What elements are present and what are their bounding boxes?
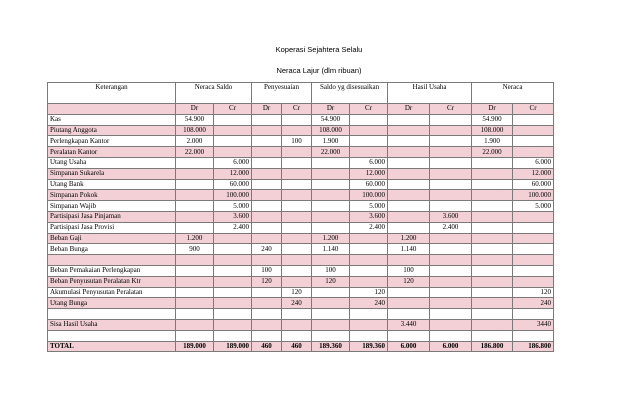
table-cell — [214, 287, 252, 298]
table-cell — [388, 179, 430, 190]
table-cell — [214, 276, 252, 287]
header-dr: Dr — [252, 104, 282, 115]
table-cell: 1.200 — [176, 233, 214, 244]
row-label: Beban Gaji — [48, 233, 176, 244]
table-cell: 3440 — [513, 319, 554, 330]
table-cell — [282, 330, 312, 341]
header-neraca: Neraca — [472, 83, 554, 104]
table-cell: 120 — [350, 287, 388, 298]
header-dr: Dr — [176, 104, 214, 115]
table-cell — [513, 330, 554, 341]
table-cell — [388, 255, 430, 266]
row-label: Piutang Anggota — [48, 125, 176, 136]
row-label: Simpanan Pokok — [48, 190, 176, 201]
table-cell: 240 — [252, 244, 282, 255]
table-cell: 2.400 — [214, 222, 252, 233]
header-row-dr-cr — [48, 104, 554, 115]
table-cell — [350, 330, 388, 341]
table-cell — [282, 233, 312, 244]
table-cell — [312, 190, 350, 201]
header-cr: Cr — [214, 104, 252, 115]
table-cell — [472, 190, 513, 201]
table-cell — [282, 244, 312, 255]
header-blank — [48, 104, 176, 115]
table-cell: 1.200 — [312, 233, 350, 244]
table-cell — [472, 244, 513, 255]
table-cell — [513, 244, 554, 255]
table-row — [48, 147, 554, 158]
table-cell — [430, 287, 472, 298]
table-cell — [472, 309, 513, 320]
table-cell — [312, 298, 350, 309]
table-cell — [388, 309, 430, 320]
table-cell — [388, 201, 430, 212]
table-cell: 186.800 — [472, 341, 513, 352]
table-cell — [388, 157, 430, 168]
table-cell: 12.000 — [350, 168, 388, 179]
table-cell — [282, 222, 312, 233]
table-cell — [176, 157, 214, 168]
table-cell — [214, 265, 252, 276]
table-cell — [176, 319, 214, 330]
table-cell — [350, 319, 388, 330]
table-cell — [430, 157, 472, 168]
table-cell — [388, 287, 430, 298]
table-cell — [214, 319, 252, 330]
table-cell — [282, 201, 312, 212]
table-row — [48, 233, 554, 244]
document-subtitle: Neraca Lajur (dlm ribuan) — [276, 66, 362, 75]
document-title: Koperasi Sejahtera Selalu — [275, 45, 363, 54]
table-cell — [430, 330, 472, 341]
table-row — [48, 168, 554, 179]
table-cell: 120 — [282, 287, 312, 298]
table-cell: 5.000 — [513, 201, 554, 212]
header-dr: Dr — [472, 104, 513, 115]
header-keterangan: Keterangan — [48, 83, 176, 104]
table-cell — [472, 265, 513, 276]
table-cell — [513, 255, 554, 266]
table-cell: 6.000 — [513, 157, 554, 168]
table-cell — [513, 222, 554, 233]
row-label: Kas — [48, 114, 176, 125]
table-cell — [388, 330, 430, 341]
table-cell: 3.440 — [388, 319, 430, 330]
table-cell — [252, 211, 282, 222]
table-cell: 22.000 — [312, 147, 350, 158]
table-cell — [252, 222, 282, 233]
row-label: Utang Usaha — [48, 157, 176, 168]
table-cell — [252, 147, 282, 158]
table-cell — [282, 147, 312, 158]
table-cell — [282, 309, 312, 320]
header-cr: Cr — [430, 104, 472, 115]
table-cell — [430, 125, 472, 136]
row-label: Beban Pemakaian Perlengkapan — [48, 265, 176, 276]
worksheet-body — [48, 114, 554, 352]
table-cell: 1.200 — [388, 233, 430, 244]
table-cell — [513, 276, 554, 287]
table-cell — [282, 276, 312, 287]
table-cell: 1.900 — [312, 136, 350, 147]
table-cell — [430, 309, 472, 320]
table-cell — [430, 319, 472, 330]
row-label: Peralatan Kantor — [48, 147, 176, 158]
table-cell — [472, 319, 513, 330]
table-cell — [176, 201, 214, 212]
row-label: Sisa Hasil Usaha — [48, 319, 176, 330]
table-cell — [252, 309, 282, 320]
table-cell — [282, 211, 312, 222]
table-cell: 189.000 — [176, 341, 214, 352]
table-cell — [252, 330, 282, 341]
table-cell — [430, 168, 472, 179]
table-row — [48, 255, 554, 266]
table-cell — [252, 298, 282, 309]
row-label — [48, 309, 176, 320]
table-cell — [350, 244, 388, 255]
table-cell — [513, 125, 554, 136]
table-row — [48, 265, 554, 276]
table-cell: 22.000 — [472, 147, 513, 158]
table-cell — [513, 265, 554, 276]
table-cell: 6.000 — [214, 157, 252, 168]
table-cell — [176, 330, 214, 341]
table-cell — [472, 298, 513, 309]
table-cell — [430, 255, 472, 266]
table-cell — [430, 244, 472, 255]
table-cell — [282, 190, 312, 201]
table-cell — [214, 330, 252, 341]
table-cell — [513, 309, 554, 320]
table-cell — [472, 330, 513, 341]
table-cell — [513, 136, 554, 147]
table-cell — [388, 136, 430, 147]
table-cell — [312, 222, 350, 233]
table-cell — [312, 255, 350, 266]
table-cell — [472, 157, 513, 168]
table-row — [48, 341, 554, 352]
row-label: Beban Penyusutan Peralatan Ktr — [48, 276, 176, 287]
row-label: Utang Bank — [48, 179, 176, 190]
table-cell — [282, 179, 312, 190]
table-cell — [176, 255, 214, 266]
table-cell — [350, 114, 388, 125]
header-cr: Cr — [282, 104, 312, 115]
table-cell — [430, 114, 472, 125]
table-cell — [282, 114, 312, 125]
table-cell — [252, 179, 282, 190]
table-cell: 1.140 — [388, 244, 430, 255]
table-cell — [176, 190, 214, 201]
table-cell — [214, 309, 252, 320]
table-cell: 100 — [282, 136, 312, 147]
table-cell — [312, 201, 350, 212]
table-cell — [472, 276, 513, 287]
table-cell — [472, 287, 513, 298]
table-cell — [252, 125, 282, 136]
table-cell — [214, 298, 252, 309]
table-cell — [214, 233, 252, 244]
table-cell — [430, 179, 472, 190]
table-cell: 100 — [252, 265, 282, 276]
table-cell — [430, 201, 472, 212]
table-cell: 3.600 — [214, 211, 252, 222]
table-row — [48, 114, 554, 125]
table-cell: 900 — [176, 244, 214, 255]
table-cell: 60.000 — [214, 179, 252, 190]
table-cell: 2.400 — [350, 222, 388, 233]
table-cell — [312, 179, 350, 190]
table-cell — [176, 287, 214, 298]
table-cell — [388, 114, 430, 125]
table-cell: 54.900 — [312, 114, 350, 125]
row-label: Beban Bunga — [48, 244, 176, 255]
table-cell — [350, 255, 388, 266]
table-cell — [282, 168, 312, 179]
table-cell — [214, 114, 252, 125]
table-cell — [176, 276, 214, 287]
row-label: Partisipasi Jasa Pinjaman — [48, 211, 176, 222]
table-cell — [312, 309, 350, 320]
table-cell — [282, 265, 312, 276]
table-row — [48, 287, 554, 298]
table-cell — [252, 287, 282, 298]
table-cell: 100 — [388, 265, 430, 276]
table-cell — [388, 222, 430, 233]
table-cell — [472, 222, 513, 233]
table-cell: 460 — [252, 341, 282, 352]
table-cell — [214, 244, 252, 255]
row-label: Partisipasi Jasa Provisi — [48, 222, 176, 233]
table-cell: 240 — [350, 298, 388, 309]
table-row — [48, 222, 554, 233]
table-cell: 6.000 — [430, 341, 472, 352]
table-cell — [430, 136, 472, 147]
table-cell: 108.000 — [312, 125, 350, 136]
table-cell — [252, 319, 282, 330]
table-cell: 240 — [513, 298, 554, 309]
table-cell — [388, 298, 430, 309]
table-cell — [282, 125, 312, 136]
table-cell — [282, 319, 312, 330]
table-cell — [350, 265, 388, 276]
table-cell — [252, 233, 282, 244]
header-penyesuaian: Penyesuaian — [252, 83, 312, 104]
table-cell — [252, 201, 282, 212]
table-cell — [472, 233, 513, 244]
table-cell: 100.000 — [350, 190, 388, 201]
table-row — [48, 201, 554, 212]
table-cell: 186.800 — [513, 341, 554, 352]
table-cell — [513, 233, 554, 244]
table-cell — [430, 265, 472, 276]
table-cell: 120 — [513, 287, 554, 298]
header-cr: Cr — [513, 104, 554, 115]
row-label: Perlengkapan Kantor — [48, 136, 176, 147]
table-cell: 54.900 — [472, 114, 513, 125]
table-row — [48, 136, 554, 147]
header-row-groups — [48, 83, 554, 104]
table-cell — [513, 211, 554, 222]
worksheet-table — [47, 82, 554, 352]
table-cell — [472, 168, 513, 179]
table-cell: 189.360 — [350, 341, 388, 352]
table-cell: 1.900 — [472, 136, 513, 147]
table-cell — [430, 190, 472, 201]
table-cell — [252, 136, 282, 147]
table-row — [48, 276, 554, 287]
table-cell — [312, 330, 350, 341]
table-row — [48, 211, 554, 222]
table-cell: 6.000 — [350, 157, 388, 168]
table-cell: 5.000 — [350, 201, 388, 212]
table-cell — [312, 287, 350, 298]
table-cell: 2.000 — [176, 136, 214, 147]
table-cell: 3.600 — [430, 211, 472, 222]
table-cell: 60.000 — [350, 179, 388, 190]
table-cell — [430, 276, 472, 287]
table-cell — [472, 255, 513, 266]
table-cell: 189.000 — [214, 341, 252, 352]
row-label: Utang Bunga — [48, 298, 176, 309]
table-cell — [312, 157, 350, 168]
row-label: Simpanan Sukarela — [48, 168, 176, 179]
table-cell — [252, 190, 282, 201]
table-cell — [214, 125, 252, 136]
table-cell — [176, 309, 214, 320]
table-cell — [282, 157, 312, 168]
table-cell — [430, 298, 472, 309]
row-label — [48, 330, 176, 341]
table-cell: 60.000 — [513, 179, 554, 190]
table-row — [48, 330, 554, 341]
table-cell — [472, 201, 513, 212]
table-cell — [513, 147, 554, 158]
table-cell — [430, 147, 472, 158]
table-cell — [214, 255, 252, 266]
table-row — [48, 298, 554, 309]
table-cell — [350, 125, 388, 136]
table-cell — [312, 211, 350, 222]
table-cell — [472, 179, 513, 190]
table-cell — [388, 211, 430, 222]
table-row — [48, 125, 554, 136]
table-cell — [252, 157, 282, 168]
table-cell: 100 — [312, 265, 350, 276]
table-cell: 120 — [312, 276, 350, 287]
table-cell — [350, 276, 388, 287]
table-cell: 460 — [282, 341, 312, 352]
table-cell — [252, 168, 282, 179]
table-cell: 12.000 — [513, 168, 554, 179]
table-cell — [176, 222, 214, 233]
table-cell — [282, 255, 312, 266]
table-cell — [350, 136, 388, 147]
table-cell — [214, 136, 252, 147]
row-label: Akumulasi Penyusutan Peralatan — [48, 287, 176, 298]
table-cell: 22.000 — [176, 147, 214, 158]
table-row — [48, 309, 554, 320]
header-dr: Dr — [312, 104, 350, 115]
header-hasil-usaha: Hasil Usaha — [388, 83, 472, 104]
table-cell: 120 — [252, 276, 282, 287]
table-cell — [176, 168, 214, 179]
table-cell — [430, 233, 472, 244]
header-cr: Cr — [350, 104, 388, 115]
table-cell: 100.000 — [214, 190, 252, 201]
row-label — [48, 255, 176, 266]
table-cell — [312, 168, 350, 179]
table-cell — [176, 265, 214, 276]
table-cell: 3.600 — [350, 211, 388, 222]
table-cell — [350, 233, 388, 244]
table-cell: 54.900 — [176, 114, 214, 125]
header-saldo-disesuaikan: Saldo yg disesuaikan — [312, 83, 388, 104]
table-cell — [214, 147, 252, 158]
table-cell — [252, 114, 282, 125]
table-cell: 12.000 — [214, 168, 252, 179]
table-row — [48, 179, 554, 190]
table-cell: 120 — [388, 276, 430, 287]
table-row — [48, 157, 554, 168]
table-cell: 5.000 — [214, 201, 252, 212]
table-cell — [252, 255, 282, 266]
table-cell: 189.360 — [312, 341, 350, 352]
header-neraca-saldo: Neraca Saldo — [176, 83, 252, 104]
table-row — [48, 190, 554, 201]
table-cell: 2.400 — [430, 222, 472, 233]
table-cell — [176, 179, 214, 190]
row-label: TOTAL — [48, 341, 176, 352]
table-cell — [388, 147, 430, 158]
table-cell — [176, 211, 214, 222]
header-dr: Dr — [388, 104, 430, 115]
table-cell — [388, 125, 430, 136]
row-label: Simpanan Wajib — [48, 201, 176, 212]
table-cell: 6.000 — [388, 341, 430, 352]
table-cell: 108.000 — [472, 125, 513, 136]
table-cell: 100.000 — [513, 190, 554, 201]
table-cell — [350, 147, 388, 158]
table-row — [48, 319, 554, 330]
table-row — [48, 244, 554, 255]
table-cell — [176, 298, 214, 309]
table-cell — [388, 168, 430, 179]
table-cell: 1.140 — [312, 244, 350, 255]
table-cell — [388, 190, 430, 201]
table-cell: 240 — [282, 298, 312, 309]
table-cell — [472, 211, 513, 222]
table-cell — [350, 309, 388, 320]
table-cell — [312, 319, 350, 330]
table-cell — [513, 114, 554, 125]
table-cell: 108.000 — [176, 125, 214, 136]
